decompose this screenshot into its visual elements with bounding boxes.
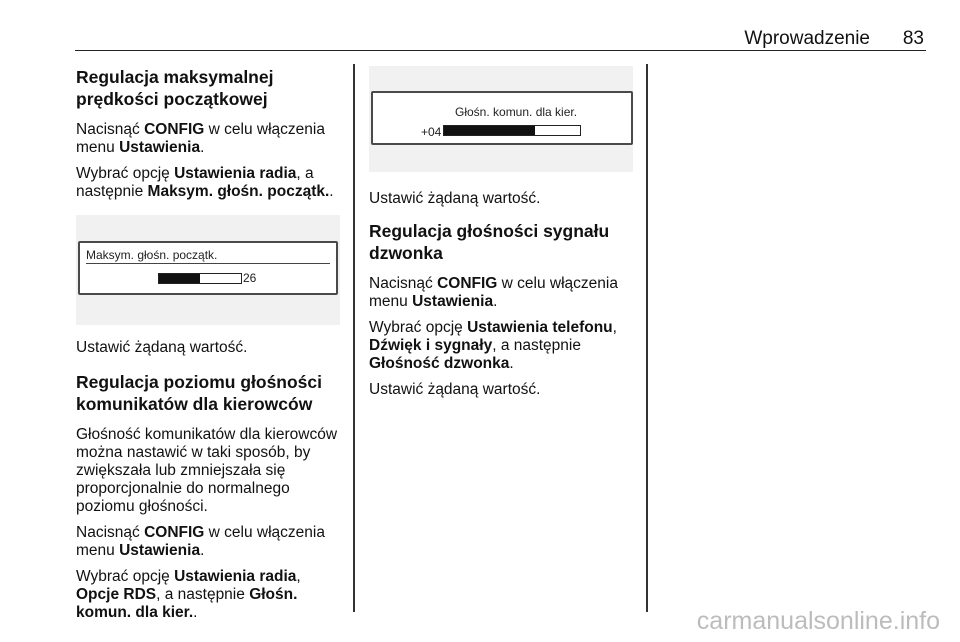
volume-level-fill — [159, 274, 200, 283]
column-divider-left — [353, 64, 355, 612]
column-1 — [76, 66, 346, 630]
paragraph-open-settings-2: Nacisnąć CONFIG w celu włączenia menu Ustawienia. — [76, 524, 325, 559]
paragraph-set-value: Ustawić żądaną wartość. — [369, 190, 541, 207]
display-screen — [371, 91, 633, 145]
section-title: Wprowadzenie — [744, 28, 870, 49]
paragraph-driver-messages-info: Głośność komunikatów dla kierowców można nastawić w taki sposób, by zwiększała lub zmniejszała się proporcjonalnie do normalnego poziomu głośności. — [76, 426, 338, 515]
display-label: Głośn. komun. dla kier. — [455, 105, 578, 119]
paragraph-open-settings: Nacisnąć CONFIG w celu włączenia menu Ustawienia. — [369, 275, 618, 310]
heading-driver-messages: Regulacja poziomu głośności komunikatów dla kierowców — [76, 372, 323, 414]
page-number: 83 — [902, 28, 924, 49]
watermark: carmanualsonline.info — [696, 607, 940, 635]
figure-max-volume-display — [76, 215, 340, 325]
volume-level-fill — [444, 126, 535, 135]
column-2 — [369, 66, 639, 407]
paragraph-set-value: Ustawić żądaną wartość. — [76, 339, 248, 356]
heading-ringtone-volume: Regulacja głośności sygnału dzwonka — [369, 221, 610, 263]
paragraph-open-settings: Nacisnąć CONFIG w celu włączenia menu Ustawienia. — [76, 121, 325, 156]
volume-value: 26 — [243, 271, 257, 285]
paragraph-set-value-2: Ustawić żądaną wartość. — [369, 381, 541, 398]
display-screen — [78, 241, 338, 295]
page-header — [75, 28, 926, 51]
paragraph-select-option-2: Wybrać opcję Ustawienia radia, Opcje RDS, a następnie Głośn. komun. dla kier.. — [76, 568, 301, 621]
heading-max-volume: Regulacja maksymalnej prędkości początkowej — [76, 67, 274, 109]
volume-value: +04 — [421, 125, 442, 139]
figure-driver-volume-display — [369, 66, 633, 172]
column-divider-right — [646, 64, 648, 612]
display-separator — [86, 263, 330, 264]
volume-level-bar — [158, 273, 242, 284]
display-label: Maksym. głośn. początk. — [86, 248, 218, 262]
paragraph-select-option: Wybrać opcję Ustawienia radia, a następnie Maksym. głośn. początk.. — [76, 165, 334, 200]
paragraph-select-option: Wybrać opcję Ustawienia telefonu, Dźwięk i sygnały, a następnie Głośność dzwonka. — [369, 319, 617, 372]
volume-level-bar — [443, 125, 581, 136]
